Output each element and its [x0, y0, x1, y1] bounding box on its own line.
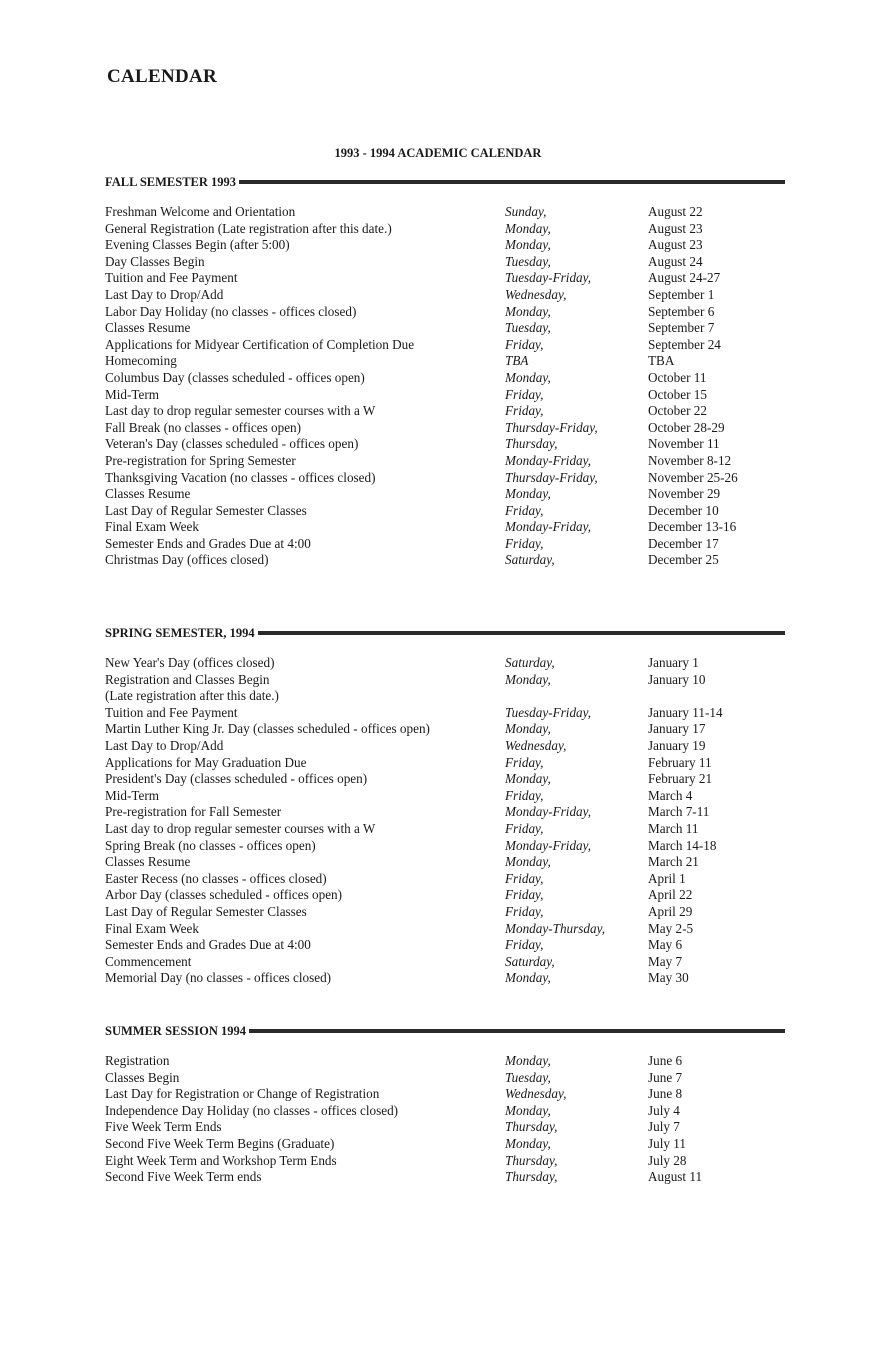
- calendar-row: [105, 771, 785, 788]
- event-day: Monday,: [505, 721, 551, 737]
- event-day: Thursday-Friday,: [505, 419, 598, 435]
- event-day: Tuesday,: [505, 253, 551, 269]
- event-date: May 2-5: [648, 920, 694, 936]
- event-day: Friday,: [505, 535, 544, 551]
- event-date: August 23: [648, 237, 703, 253]
- calendar-row: [105, 921, 785, 938]
- event-name: Final Exam Week: [105, 920, 199, 936]
- event-name: Second Five Week Term ends: [105, 1169, 262, 1185]
- event-day: Friday,: [505, 403, 544, 419]
- event-name: Semester Ends and Grades Due at 4:00: [105, 535, 311, 551]
- event-name: Fall Break (no classes - offices open): [105, 419, 302, 435]
- calendar-row: [105, 871, 785, 888]
- event-date: June 6: [648, 1053, 683, 1068]
- calendar-row: [105, 420, 785, 437]
- event-day: Friday,: [505, 502, 544, 518]
- event-name: Homecoming: [105, 353, 177, 369]
- event-date: January 19: [648, 737, 706, 753]
- calendar-row: [105, 854, 785, 871]
- calendar-row: [105, 270, 785, 287]
- event-name: Memorial Day (no classes - offices closed): [105, 970, 332, 986]
- event-date: November 29: [648, 486, 721, 502]
- event-name: Day Classes Begin: [105, 253, 205, 269]
- event-day: Saturday,: [505, 953, 555, 969]
- event-day: Thursday,: [505, 1169, 558, 1185]
- event-date: February 21: [648, 771, 713, 787]
- calendar-row: [105, 1086, 785, 1103]
- event-date: April 29: [648, 903, 693, 919]
- event-name: Applications for Midyear Certification of Completion Due: [105, 336, 415, 352]
- event-name: Pre-registration for Spring Semester: [105, 452, 296, 468]
- event-date: August 24-27: [648, 270, 721, 286]
- event-list: [105, 655, 785, 987]
- event-day: Friday,: [505, 887, 544, 903]
- event-date: December 25: [648, 552, 719, 568]
- event-day: Monday-Friday,: [505, 519, 592, 535]
- calendar-row: [105, 403, 785, 420]
- calendar-row: [105, 970, 785, 987]
- calendar-row: [105, 320, 785, 337]
- calendar-row: [105, 887, 785, 904]
- event-day: Friday,: [505, 903, 544, 919]
- event-name: Classes Begin: [105, 1069, 180, 1085]
- event-date: November 25-26: [648, 469, 738, 485]
- event-date: March 21: [648, 854, 699, 870]
- calendar-row: [105, 705, 785, 722]
- calendar-row: [105, 1070, 785, 1087]
- event-day: Friday,: [505, 754, 544, 770]
- event-date: May 30: [648, 970, 689, 986]
- calendar-row: [105, 904, 785, 921]
- calendar-row: [105, 838, 785, 855]
- event-name: Classes Resume: [105, 320, 191, 336]
- calendar-row: [105, 804, 785, 821]
- calendar-row: [105, 370, 785, 387]
- event-day: Monday-Friday,: [505, 452, 592, 468]
- event-date: TBA: [648, 353, 675, 369]
- event-name: Last Day to Drop/Add: [105, 286, 224, 302]
- event-day: Friday,: [505, 937, 544, 953]
- event-name: Tuition and Fee Payment: [105, 704, 238, 720]
- event-name: Labor Day Holiday (no classes - offices closed): [105, 303, 357, 319]
- event-date: October 15: [648, 386, 707, 402]
- event-date: May 6: [648, 937, 683, 953]
- calendar-row: [105, 237, 785, 254]
- event-day: Thursday,: [505, 436, 558, 452]
- event-name: Last Day of Regular Semester Classes: [105, 903, 307, 919]
- event-name: Last Day of Regular Semester Classes: [105, 502, 307, 518]
- calendar-row: [105, 1153, 785, 1170]
- event-day: Thursday-Friday,: [505, 469, 598, 485]
- event-date: October 11: [648, 369, 707, 385]
- event-name: Classes Resume: [105, 854, 191, 870]
- event-date: October 28-29: [648, 419, 725, 435]
- event-day: Monday,: [505, 220, 551, 236]
- event-name: Columbus Day (classes scheduled - offices open): [105, 369, 365, 385]
- calendar-row: [105, 503, 785, 520]
- event-name: Five Week Term Ends: [105, 1119, 222, 1135]
- calendar-row: [105, 387, 785, 404]
- calendar-title: 1993 - 1994 ACADEMIC CALENDAR: [334, 146, 542, 160]
- event-day: Friday,: [505, 787, 544, 803]
- fall-semester-section: [105, 173, 785, 569]
- event-name: Evening Classes Begin (after 5:00): [105, 237, 290, 253]
- event-date: July 7: [648, 1119, 680, 1135]
- calendar-row: [105, 1053, 785, 1070]
- event-day: Monday,: [505, 303, 551, 319]
- calendar-row: [105, 1136, 785, 1153]
- event-name: Veteran's Day (classes scheduled - offices open): [105, 436, 359, 452]
- event-date: July 28: [648, 1152, 687, 1168]
- event-name: Thanksgiving Vacation (no classes - offices closed): [105, 469, 376, 485]
- calendar-row: [105, 672, 785, 689]
- event-day: Friday,: [505, 336, 544, 352]
- calendar-row: [105, 1119, 785, 1136]
- event-name: Arbor Day (classes scheduled - offices open): [105, 887, 343, 903]
- event-date: November 11: [648, 436, 720, 452]
- section-rule: [249, 1029, 785, 1033]
- event-date: March 14-18: [648, 837, 717, 853]
- event-date: September 24: [648, 336, 721, 352]
- event-date: August 24: [648, 253, 703, 269]
- event-name: Last day to drop regular semester courses with a W: [105, 820, 376, 836]
- calendar-row: [105, 304, 785, 321]
- section-header: [105, 1022, 785, 1040]
- event-day: Monday,: [505, 486, 551, 502]
- calendar-row: [105, 221, 785, 238]
- event-date: August 11: [648, 1169, 703, 1185]
- calendar-row: [105, 721, 785, 738]
- calendar-row: [105, 552, 785, 569]
- event-day: Monday,: [505, 1053, 551, 1068]
- event-name: Pre-registration for Fall Semester: [105, 804, 282, 820]
- event-day: Monday,: [505, 671, 551, 687]
- event-name: Christmas Day (offices closed): [105, 552, 269, 568]
- event-name: Martin Luther King Jr. Day (classes scheduled - offices open): [105, 721, 430, 737]
- event-day: Monday,: [505, 970, 551, 986]
- event-name: Final Exam Week: [105, 519, 199, 535]
- calendar-row: [105, 688, 785, 705]
- calendar-row: [105, 287, 785, 304]
- event-day: Friday,: [505, 820, 544, 836]
- calendar-row: [105, 204, 785, 221]
- event-day: Friday,: [505, 386, 544, 402]
- section-title: SPRING SEMESTER, 1994: [105, 625, 255, 640]
- event-date: January 17: [648, 721, 706, 737]
- section-title: SUMMER SESSION 1994: [105, 1023, 246, 1038]
- section-header: [105, 624, 785, 642]
- event-date: June 7: [648, 1069, 683, 1085]
- event-date: February 11: [648, 754, 712, 770]
- event-day: Wednesday,: [505, 286, 567, 302]
- event-name: Second Five Week Term Begins (Graduate): [105, 1135, 335, 1151]
- event-date: September 7: [648, 320, 715, 336]
- event-date: March 11: [648, 820, 699, 836]
- event-day: Saturday,: [505, 655, 555, 670]
- event-date: August 23: [648, 220, 703, 236]
- event-name: Commencement: [105, 953, 192, 969]
- event-day: Tuesday-Friday,: [505, 270, 592, 286]
- event-day: Monday-Thursday,: [505, 920, 606, 936]
- event-date: July 4: [648, 1102, 680, 1118]
- event-name: Last Day to Drop/Add: [105, 737, 224, 753]
- event-day: Tuesday,: [505, 320, 551, 336]
- event-date: March 4: [648, 787, 693, 803]
- calendar-row: [105, 937, 785, 954]
- event-date: September 6: [648, 303, 715, 319]
- event-day: Monday,: [505, 771, 551, 787]
- event-date: August 22: [648, 204, 703, 219]
- event-day: Tuesday,: [505, 1069, 551, 1085]
- event-date: January 10: [648, 671, 706, 687]
- event-name: Spring Break (no classes - offices open): [105, 837, 316, 853]
- event-day: Thursday,: [505, 1152, 558, 1168]
- event-date: April 1: [648, 870, 686, 886]
- calendar-row: [105, 536, 785, 553]
- event-day: TBA: [505, 353, 529, 369]
- calendar-row: [105, 470, 785, 487]
- event-date: September 1: [648, 286, 715, 302]
- event-date: January 1: [648, 655, 699, 670]
- event-name: Last Day for Registration or Change of Registration: [105, 1086, 380, 1102]
- event-day: Monday-Friday,: [505, 837, 592, 853]
- event-name: Tuition and Fee Payment: [105, 270, 238, 286]
- section-title: FALL SEMESTER 1993: [105, 174, 237, 189]
- event-name: Registration: [105, 1053, 170, 1068]
- event-date: December 10: [648, 502, 719, 518]
- calendar-row: [105, 821, 785, 838]
- event-name: Registration and Classes Begin: [105, 671, 270, 687]
- page-heading: CALENDAR: [107, 66, 218, 87]
- calendar-row: [105, 655, 785, 672]
- event-name: Easter Recess (no classes - offices closed): [105, 870, 327, 886]
- calendar-row: [105, 954, 785, 971]
- event-name: Applications for May Graduation Due: [105, 754, 307, 770]
- calendar-row: [105, 254, 785, 271]
- event-date: November 8-12: [648, 452, 732, 468]
- calendar-row: [105, 738, 785, 755]
- event-day: Wednesday,: [505, 1086, 567, 1102]
- event-date: December 17: [648, 535, 719, 551]
- event-name: New Year's Day (offices closed): [105, 655, 275, 670]
- event-day: Sunday,: [505, 204, 547, 219]
- event-name: Mid-Term: [105, 386, 160, 402]
- event-name: Freshman Welcome and Orientation: [105, 204, 296, 219]
- event-name: General Registration (Late registration after this date.): [105, 220, 392, 236]
- section-header: [105, 173, 785, 191]
- event-name: Classes Resume: [105, 486, 191, 502]
- event-date: June 8: [648, 1086, 683, 1102]
- calendar-row: [105, 453, 785, 470]
- spring-semester-section: [105, 624, 785, 987]
- event-name: Semester Ends and Grades Due at 4:00: [105, 937, 311, 953]
- calendar-row: [105, 755, 785, 772]
- event-day: Monday,: [505, 1135, 551, 1151]
- calendar-row: [105, 486, 785, 503]
- event-day: Saturday,: [505, 552, 555, 568]
- event-list: [105, 204, 785, 569]
- event-name: Eight Week Term and Workshop Term Ends: [105, 1152, 337, 1168]
- calendar-row: [105, 788, 785, 805]
- calendar-row: [105, 1169, 785, 1186]
- event-date: July 11: [648, 1135, 686, 1151]
- event-day: Tuesday-Friday,: [505, 704, 592, 720]
- calendar-row: [105, 436, 785, 453]
- event-date: January 11-14: [648, 704, 723, 720]
- event-date: April 22: [648, 887, 693, 903]
- section-rule: [239, 180, 785, 184]
- event-day: Thursday,: [505, 1119, 558, 1135]
- event-name: President's Day (classes scheduled - offices open): [105, 771, 368, 787]
- event-day: Monday,: [505, 237, 551, 253]
- event-name: Mid-Term: [105, 787, 160, 803]
- calendar-row: [105, 519, 785, 536]
- summer-session-section: [105, 1022, 785, 1186]
- event-list: [105, 1053, 785, 1186]
- calendar-row: [105, 337, 785, 354]
- event-day: Monday,: [505, 1102, 551, 1118]
- event-day: Friday,: [505, 870, 544, 886]
- event-date: March 7-11: [648, 804, 710, 820]
- event-name: Independence Day Holiday (no classes - offices closed): [105, 1102, 399, 1118]
- event-day: Wednesday,: [505, 737, 567, 753]
- event-date: December 13-16: [648, 519, 737, 535]
- event-name: (Late registration after this date.): [105, 688, 279, 704]
- event-day: Monday,: [505, 854, 551, 870]
- calendar-row: [105, 353, 785, 370]
- calendar-row: [105, 1103, 785, 1120]
- event-name: Last day to drop regular semester courses with a W: [105, 403, 376, 419]
- event-date: October 22: [648, 403, 707, 419]
- event-day: Monday-Friday,: [505, 804, 592, 820]
- section-rule: [258, 631, 785, 635]
- event-date: May 7: [648, 953, 683, 969]
- event-day: Monday,: [505, 369, 551, 385]
